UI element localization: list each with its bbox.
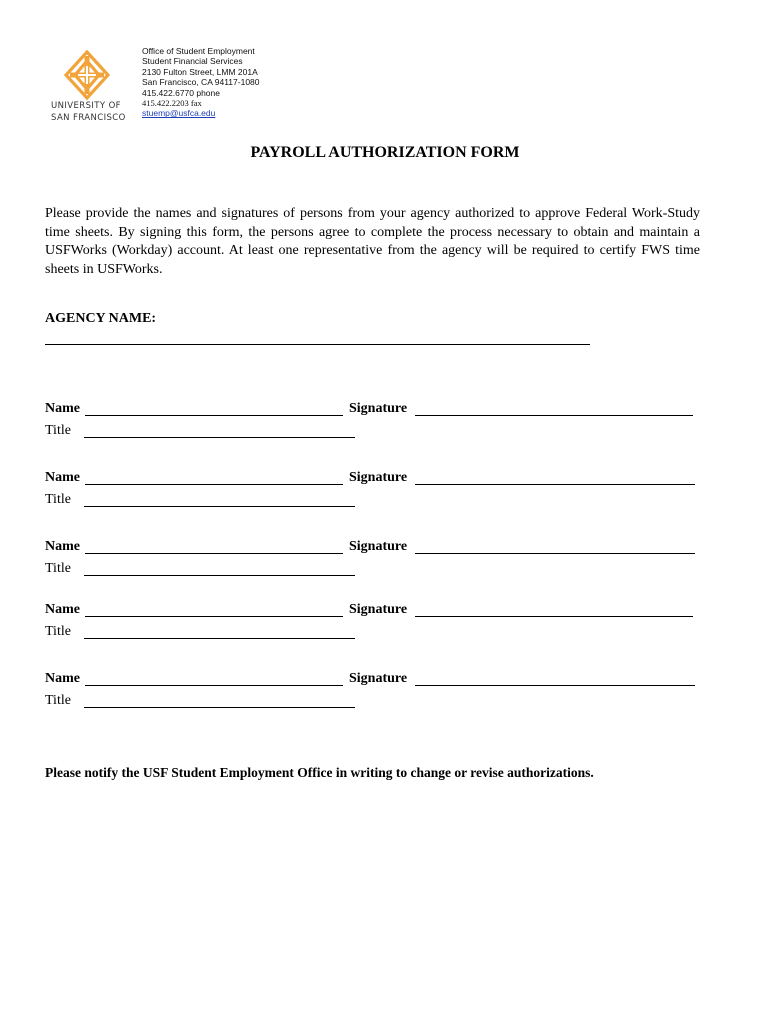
agency-name-field[interactable] [45, 344, 590, 345]
title-field[interactable] [84, 437, 355, 438]
agency-name-label: AGENCY NAME: [45, 311, 157, 326]
title-field[interactable] [84, 506, 355, 507]
department-name: Student Financial Services [142, 56, 243, 67]
office-name: Office of Student Employment [142, 46, 255, 56]
city-state-zip: San Francisco, CA 94117-1080 [142, 77, 260, 88]
title-label: Title [45, 624, 71, 639]
fax-number: 415.422.2203 fax [142, 98, 202, 109]
email-link[interactable]: stuemp@usfca.edu [142, 108, 216, 119]
phone-number: 415.422.6770 phone [142, 87, 220, 98]
signature-label: Signature [349, 401, 408, 416]
name-field[interactable] [85, 484, 343, 485]
title-field[interactable] [84, 575, 355, 576]
signature-label: Signature [349, 470, 408, 485]
name-label: Name [45, 470, 80, 485]
title-label: Title [45, 693, 71, 708]
revision-notice: Please notify the USF Student Employment Office in writing to change or revise authorizations. [45, 765, 594, 780]
title-field[interactable] [84, 707, 355, 708]
title-label: Title [45, 492, 71, 507]
university-name-line1: UNIVERSITY OF [51, 101, 121, 111]
office-address-block [142, 46, 260, 119]
name-field[interactable] [85, 553, 343, 554]
form-title: PAYROLL AUTHORIZATION FORM [250, 144, 520, 161]
signature-field[interactable] [415, 553, 695, 554]
name-field[interactable] [85, 415, 343, 416]
title-label: Title [45, 423, 71, 438]
signature-field[interactable] [415, 616, 693, 617]
signature-label: Signature [349, 539, 408, 554]
street-address: 2130 Fulton Street, LMM 201A [142, 66, 258, 77]
name-field[interactable] [85, 616, 343, 617]
intro-paragraph: Please provide the names and signatures of persons from your agency authorized to approve Federal Work-Study time sheets. By signing this form, the persons agree to complete the process necessary to obtain and maintain a USFWorks (Workday) account. At least one representative from the agency will be required to certify FWS time sheets in USFWorks. [45, 206, 700, 277]
title-field[interactable] [84, 638, 355, 639]
university-name-line2: SAN FRANCISCO [51, 113, 126, 123]
signature-field[interactable] [415, 685, 695, 686]
name-label: Name [45, 602, 80, 617]
signature-field[interactable] [415, 415, 693, 416]
name-field[interactable] [85, 685, 343, 686]
name-label: Name [45, 671, 80, 686]
signature-label: Signature [349, 671, 408, 686]
usf-logo-icon [64, 50, 110, 100]
signature-label: Signature [349, 602, 408, 617]
title-label: Title [45, 561, 71, 576]
name-label: Name [45, 401, 80, 416]
signature-field[interactable] [415, 484, 695, 485]
name-label: Name [45, 539, 80, 554]
